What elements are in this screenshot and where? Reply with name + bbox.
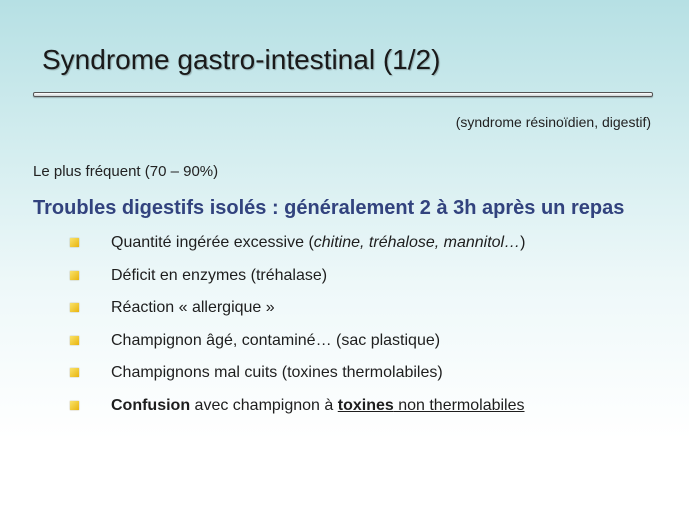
bullet-list bbox=[70, 232, 525, 428]
bullet-bold-underline-text: toxines bbox=[337, 396, 394, 414]
bullet-text: Champignons mal cuits (toxines thermolabiles) bbox=[111, 364, 443, 382]
bullet-italic-text: chitine, tréhalose, mannitol… bbox=[313, 234, 521, 251]
bullet-item bbox=[70, 232, 525, 265]
frequency-text: Le plus fréquent (70 – 90%) bbox=[33, 163, 219, 180]
bullet-item bbox=[70, 297, 525, 330]
bullet-bold-text: Confusion bbox=[111, 396, 191, 414]
bullet-underline-text: non thermolabiles bbox=[393, 396, 525, 414]
slide-subtitle: (syndrome résinoïdien, digestif) bbox=[455, 114, 651, 130]
title-divider bbox=[33, 92, 653, 97]
square-bullet-icon bbox=[70, 303, 79, 312]
section-heading: Troubles digestifs isolés : généralement 2 à 3h après un repas bbox=[33, 197, 625, 219]
bullet-text-end: ) bbox=[520, 234, 526, 251]
slide-title: Syndrome gastro-intestinal (1/2) bbox=[42, 44, 441, 75]
square-bullet-icon bbox=[70, 401, 79, 410]
bullet-item bbox=[70, 395, 525, 428]
bullet-text: avec champignon à bbox=[190, 396, 338, 414]
square-bullet-icon bbox=[70, 368, 79, 377]
bullet-text: Champignon âgé, contaminé… (sac plastique) bbox=[111, 331, 441, 349]
bullet-item bbox=[70, 330, 525, 363]
bullet-text: Quantité ingérée excessive ( bbox=[111, 234, 314, 251]
square-bullet-icon bbox=[70, 271, 79, 280]
square-bullet-icon bbox=[70, 238, 79, 247]
bullet-item bbox=[70, 265, 525, 298]
square-bullet-icon bbox=[70, 336, 79, 345]
bullet-item bbox=[70, 362, 525, 395]
bullet-text: Réaction « allergique » bbox=[111, 299, 275, 317]
bullet-text: Déficit en enzymes (tréhalase) bbox=[111, 266, 328, 284]
